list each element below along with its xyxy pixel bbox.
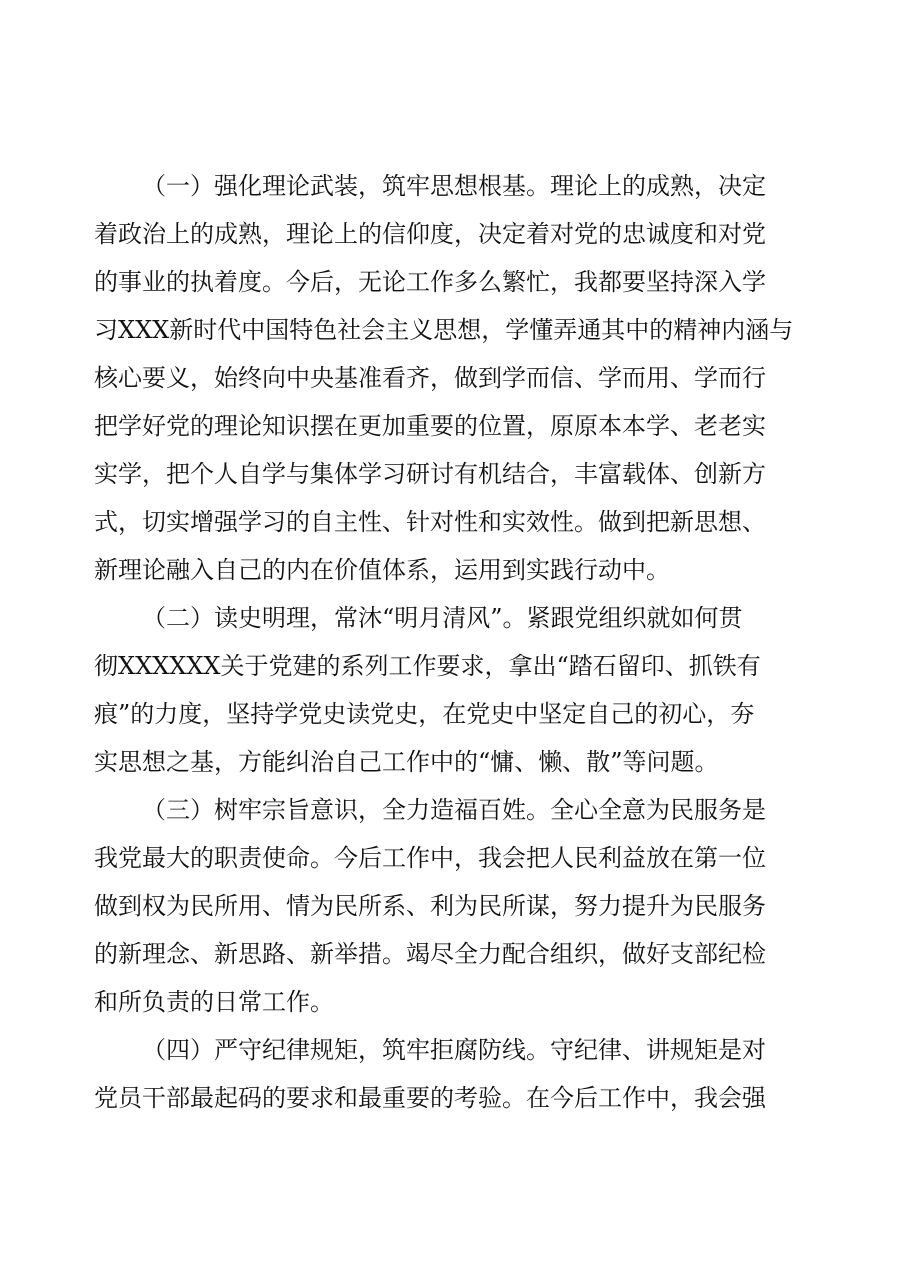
paragraph-4-line-1: （四）严守纪律规矩，筑牢拒腐防线。守纪律、讲规矩是对 [142,1036,766,1064]
paragraph-2-line-4: 实思想之基，方能纠治自己工作中的“慵、懒、散”等问题。 [94,748,719,776]
paragraph-3-line-5: 和所负责的日常工作。 [94,988,334,1016]
paragraph-4-line-2: 党员干部最起码的要求和最重要的考验。在今后工作中，我会强 [94,1084,766,1112]
paragraph-1-line-5: 核心要义，始终向中央基准看齐，做到学而信、学而用、学而行 [94,364,766,392]
paragraph-1-line-8: 式，切实增强学习的自主性、针对性和实效性。做到把新思想、 [94,508,766,536]
paragraph-3-line-3: 做到权为民所用、情为民所系、利为民所谋，努力提升为民服务 [94,892,766,920]
paragraph-2-line-2: 彻XXXXXX关于党建的系列工作要求，拿出“踏石留印、抓铁有 [94,652,761,680]
paragraph-3-line-4: 的新理念、新思路、新举措。竭尽全力配合组织，做好支部纪检 [94,940,766,968]
paragraph-2-line-1: （二）读史明理，常沐“明月清风”。紧跟党组织就如何贯 [142,604,743,632]
paragraph-1-line-6: 把学好党的理论知识摆在更加重要的位置，原原本本学、老老实 [94,412,766,440]
paragraph-2-line-3: 痕”的力度，坚持学党史读党史，在党史中坚定自己的初心，夯 [94,700,755,728]
paragraph-1-line-7: 实学，把个人自学与集体学习研讨有机结合，丰富载体、创新方 [94,460,766,488]
paragraph-3-line-2: 我党最大的职责使命。今后工作中，我会把人民利益放在第一位 [94,844,766,872]
paragraph-1-line-9: 新理论融入自己的内在价值体系，运用到实践行动中。 [94,556,670,584]
paragraph-1-line-1: （一）强化理论武装，筑牢思想根基。理论上的成熟，决定 [142,172,766,200]
paragraph-1-line-2: 着政治上的成熟，理论上的信仰度，决定着对党的忠诚度和对党 [94,220,766,248]
paragraph-3-line-1: （三）树牢宗旨意识，全力造福百姓。全心全意为民服务是 [142,796,766,824]
paragraph-1-line-3: 的事业的执着度。今后，无论工作多么繁忙，我都要坚持深入学 [94,268,766,296]
paragraph-1-line-4: 习XXX新时代中国特色社会主义思想，学懂弄通其中的精神内涵与 [94,316,794,344]
